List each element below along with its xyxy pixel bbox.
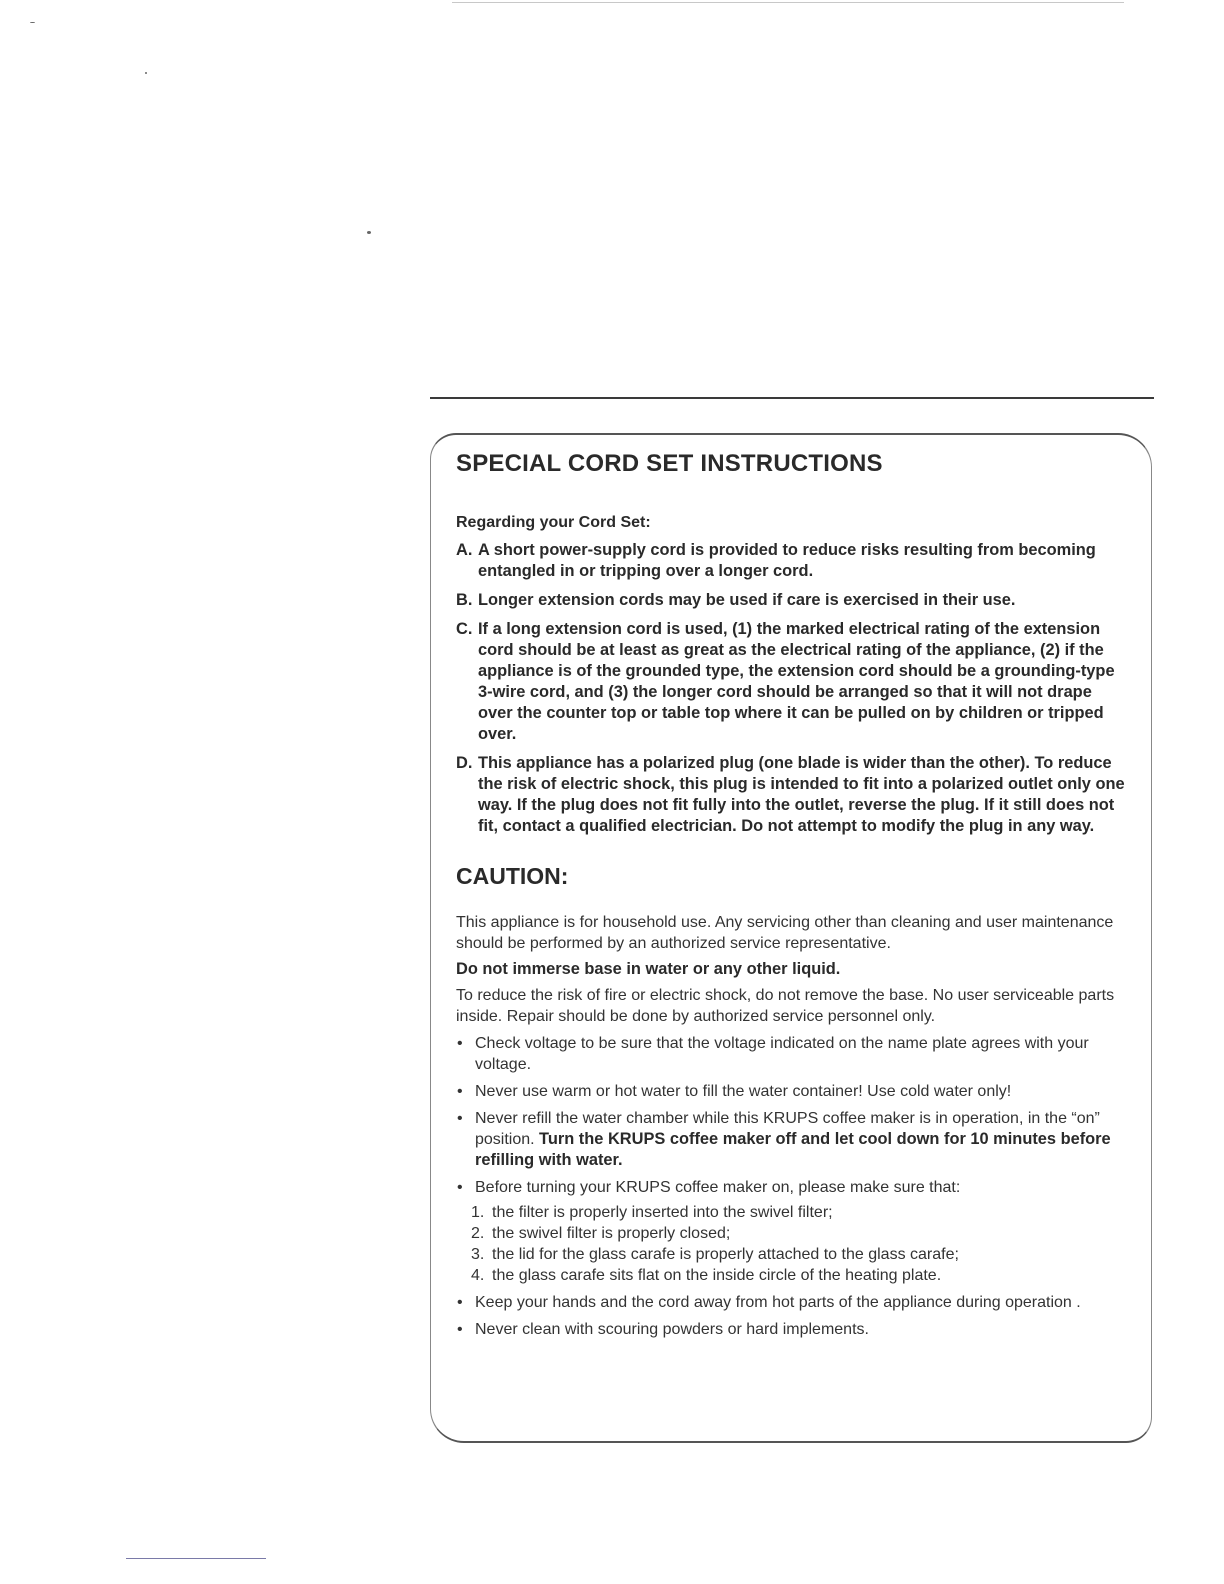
page-title: SPECIAL CORD SET INSTRUCTIONS [456,450,883,477]
item-letter: B. [456,591,473,609]
checklist-item [471,1223,1126,1244]
item-letter: A. [456,541,473,559]
checklist-text: the lid for the glass carafe is properly attached to the glass carafe; [492,1246,959,1263]
service-warning: To reduce the risk of fire or electric shock, do not remove the base. No user serviceable parts inside. Repair should be done by authorized service personnel only. [456,987,1115,1025]
cord-item-b [456,590,1126,611]
checklist-item [471,1202,1126,1223]
checklist-number: 3. [471,1246,485,1263]
scan-speck [367,231,371,234]
cord-item-c [456,619,1126,745]
item-text: A short power-supply cord is provided to reduce risks resulting from becoming entangled in or tripping over a longer cord. [478,541,1096,580]
bullet-text: Keep your hands and the cord away from hot parts of the appliance during operation . [475,1294,1081,1311]
bullet-item [456,1177,1126,1286]
bullet-bold-text: Turn the KRUPS coffee maker off and let cool down for 10 minutes before refilling with water. [475,1130,1111,1169]
bullet-text: Never refill the water chamber while this KRUPS coffee maker is in operation, in the “on” position. [475,1110,1100,1148]
bullet-item [456,1319,1126,1340]
scan-speck [145,72,147,74]
bullet-item [456,1292,1126,1313]
cord-item-a [456,540,1126,582]
checklist-text: the glass carafe sits flat on the inside circle of the heating plate. [492,1267,942,1284]
checklist-text: the filter is properly inserted into the swivel filter; [492,1204,833,1221]
bullet-icon: • [457,1294,463,1311]
instructions-content [456,450,1126,1346]
bullet-item [456,1108,1126,1171]
checklist-text: the swivel filter is properly closed; [492,1225,731,1242]
bullet-text: Never use warm or hot water to fill the water container! Use cold water only! [475,1083,1012,1100]
checklist-number: 2. [471,1225,485,1242]
bullet-text: Before turning your KRUPS coffee maker on, please make sure that: [475,1179,961,1196]
item-text: If a long extension cord is used, (1) the marked electrical rating of the extension cord should be at least as great as the electrical rating of the appliance, (2) if the appliance is of the grounded type, the extension cord should be a grounding-type 3-wire cord, and (3) the longer cord should be arranged so that it will not drape over the counter top or table top where it can be pulled on by children or tripped over. [478,620,1115,743]
bullet-icon: • [457,1110,463,1127]
cord-set-subtitle: Regarding your Cord Set: [456,514,651,531]
bullet-icon: • [457,1035,463,1052]
bullet-text: Never clean with scouring powders or hard implements. [475,1321,869,1338]
caution-intro: This appliance is for household use. Any servicing other than cleaning and user maintenance should be performed by an authorized service representative. [456,914,1114,952]
caution-heading: CAUTION: [456,863,569,889]
top-rule [452,2,1124,3]
bullet-item [456,1081,1126,1102]
bullet-icon: • [457,1179,463,1196]
cord-set-list [456,540,1126,837]
checklist-item [471,1244,1126,1265]
immerse-warning: Do not immerse base in water or any other liquid. [456,960,841,978]
scan-speck [30,22,35,23]
checklist-item [471,1265,1126,1286]
checklist-number: 4. [471,1267,485,1284]
caution-bullets [456,1033,1126,1340]
checklist [471,1202,1126,1286]
cord-item-d [456,753,1126,837]
bullet-item [456,1033,1126,1075]
footer-rule [126,1558,266,1559]
bullet-text: Check voltage to be sure that the voltage indicated on the name plate agrees with your voltage. [475,1035,1089,1073]
item-text: This appliance has a polarized plug (one blade is wider than the other). To reduce the risk of electric shock, this plug is intended to fit into a polarized outlet only one way. If the plug does not fit fully into the outlet, reverse the plug. If it still does not fit, contact a qualified electrician. Do not attempt to modify the plug in any way. [478,754,1125,835]
bullet-icon: • [457,1083,463,1100]
section-rule [430,397,1154,399]
checklist-number: 1. [471,1204,485,1221]
bullet-icon: • [457,1321,463,1338]
item-text: Longer extension cords may be used if care is exercised in their use. [478,591,1016,609]
item-letter: C. [456,620,473,638]
item-letter: D. [456,754,473,772]
